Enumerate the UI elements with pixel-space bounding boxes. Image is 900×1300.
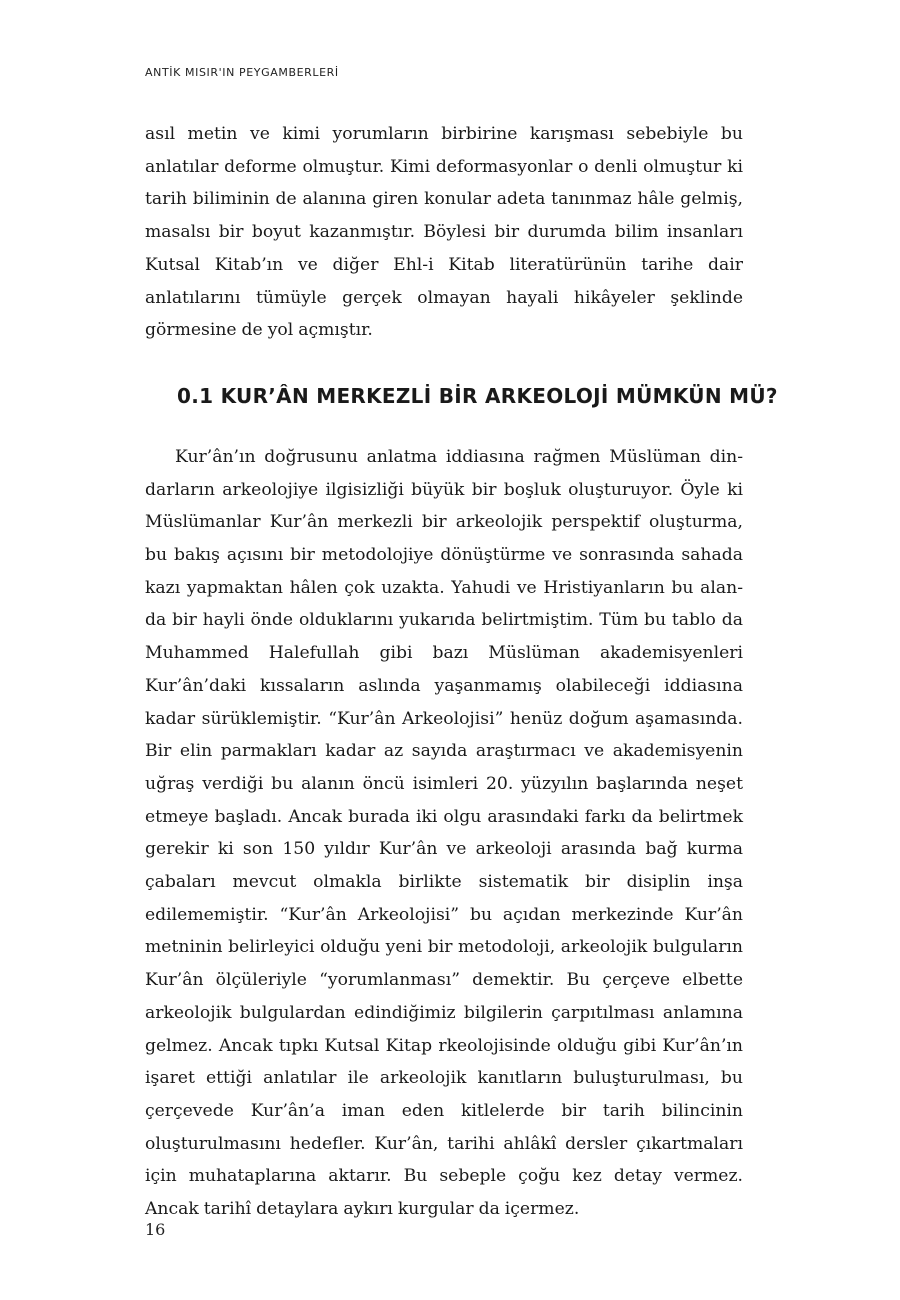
- running-header: ANTİK MISIR'IN PEYGAMBERLERİ: [145, 66, 339, 79]
- paragraph-continued: asıl metin ve kimi yorumların birbirine karışması sebebiyle bu anlatılar deforme olmuştur. Kimi deformasyonlar o denli olmuştur ki tarih biliminin de alanına giren konular adeta tanınmaz hâle gelmiş, masalsı bir boyut kazanmıştır. Böylesi bir durumda bilim insanları Kutsal Kitab’ın ve diğer Ehl-i Kitab literatürünün tarihe dair anlatılarını tümüyle gerçek olmayan hayali hikâyeler şeklinde görmesine de yol açmıştır.: [145, 124, 743, 341]
- page-number: 16: [145, 1220, 166, 1239]
- page-content: [145, 118, 778, 1226]
- section-heading: 0.1 KUR’ÂN MERKEZLİ BİR ARKEOLOJİ MÜMKÜN MÜ?: [177, 383, 778, 408]
- paragraph-main: Kur’ân’ın doğrusunu anlatma iddiasına rağmen Müslüman dindarların arkeolojiye ilgisizliği büyük bir boşluk oluşturuyor. Öyle ki Müslümanlar Kur’ân merkezli bir arkeolojik perspektif oluşturma, bu bakış açısını bir metodolojiye dönüştürme ve sonrasında sahada kazı yapmaktan hâlen çok uzakta. Yahudi ve Hristiyanların bu alanda bir hayli önde olduklarını yukarıda belirtmiştim. Tüm bu tablo da Muhammed Halefullah gibi bazı Müslüman akademisyenleri Kur’ân’daki kıssaların aslında yaşanmamış olabileceği iddiasına kadar sürüklemiştir. “Kur’ân Arkeolojisi” henüz doğum aşamasında. Bir elin parmakları kadar az sayıda araştırmacı ve akademisyenin uğraş verdiği bu alanın öncü isimleri 20. yüzyılın başlarında neşet etmeye başladı. Ancak burada iki olgu arasındaki farkı da belirtmek gerekir ki son 150 yıldır Kur’ân ve arkeoloji arasında bağ kurma çabaları mevcut olmakla birlikte sistematik bir disiplin inşa edilememiştir. “Kur’ân Arkeolojisi” bu açıdan merkezinde Kur’ân metninin belirleyici olduğu yeni bir metodoloji, arkeolojik bulguların Kur’ân ölçüleriyle “yorumlanması” demektir. Bu çerçeve elbette arkeolojik bulgulardan edindiğimiz bilgilerin çarpıtılması anlamına gelmez. Ancak tıpkı Kutsal Kitap rkeolojisinde olduğu gibi Kur’ân’ın işaret ettiği anlatılar ile arkeolojik kanıtların buluşturulması, bu çerçevede Kur’ân’a iman eden kitlelerde bir tarih bilincinin oluşturulmasını hedefler. Kur’ân, tarihi ahlâkî dersler çıkartmaları için muhataplarına aktarır. Bu sebeple çoğu kez detay vermez. Ancak tarihî detaylara aykırı kurgular da içermez.: [145, 446, 743, 1220]
